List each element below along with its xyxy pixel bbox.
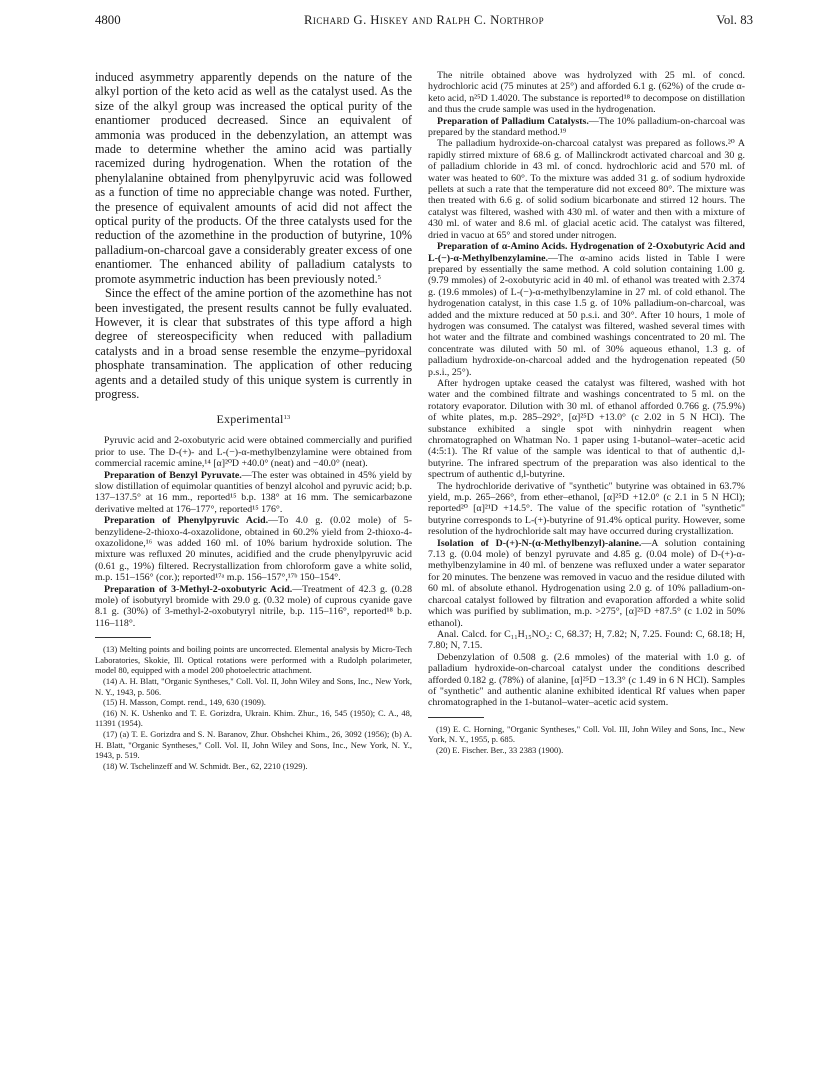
footnotes-right xyxy=(428,724,745,756)
footnote-rule xyxy=(95,637,151,638)
exp-paragraph-palladium-catalysts: Preparation of Palladium Catalysts.—The 10% palladium-on-charcoal was prepared by the standard method.¹⁹ xyxy=(428,115,745,139)
footnote: (13) Melting points and boiling points are uncorrected. Elemental analysis by Micro-Tech Laboratories, Skokie, Ill. Optical rotations were performed with a Rudolph polarimeter, model 80, equipped with a model 200 photoelectric attachment. xyxy=(95,644,412,676)
exp-paragraph-materials: Pyruvic acid and 2-oxobutyric acid were obtained commercially and purified prior to use. The D-(+)- and L-(−)-α-methylbenzylamine were obtained from commercial racemic amine,¹⁴ [α]²⁰D +40.0° (neat) and −40.0° (neat). xyxy=(95,435,412,470)
section-title-experimental: Experimental$^{13}$ xyxy=(216,412,291,427)
footnote: (20) E. Fischer. Ber., 33 2383 (1900). xyxy=(436,744,564,755)
exp-paragraph-hydrogen-uptake: After hydrogen uptake ceased the catalyst was filtered, washed with hot water and the combined filtrate and washings concentrated to 5 ml. on the rotatory evaporator. Dilution with 30 ml. of ethanol afforded 0.766 g. (75.9%) of white plates, m.p. 285–292°, [α]²⁵D +13.0° (c 2.02 in 5 N HCl). The substance exhibited a single spot with ninhydrin reagent when chromatographed on Whatman No. 1 paper using 1-butanol–water–acetic acid (4:5:1). The Rf value of the sample was identical to that of authentic d,l-butyrine. The infrared spectrum of the preparation was also identical to the spectrum of authentic d,l-butyrine. xyxy=(428,377,745,481)
exp-paragraph-hydrochloride: The hydrochloride derivative of "synthetic" butyrine was obtained in 63.7% yield, m.p. 265–266°, from ether–ethanol, [α]²⁵D +12.0° (c 2.1 in 5 N HCl); reported²⁰ [α]²¹D +14.5°. The value of the specific rotation of "synthetic" butyrine corresponds to L-(+)-butyrine of 91.4% optical purity. However, some resolution of the hydrochloride salt may have occurred during crystallization. xyxy=(428,480,745,538)
exp-paragraph-amino-acids: Preparation of α-Amino Acids. Hydrogenation of 2-Oxobutyric Acid and L-(−)-α-Methylbenzylamine.—The α-amino acids listed in Table I were prepared by essentially the same method. A cold solution containing 1.00 g. (9.79 mmoles) of 2-oxobutyric acid in 40 ml. of ethanol was treated with 2.374 g. (19.6 mmoles) of L-(−)-α-methylbenzylamine in 27 ml. of cold ethanol. The hydrogenation catalyst, in this case 1.5 g. of 10% palladium-on-charcoal, was added and the mixture reduced at 50 p.s.i. and 30°. After 10 hours, 1 mole of hydrogen was consumed. The catalyst was filtered, washed several times with hot water and the filtrate and combined washings concentrated to 20 ml. The concentrate was diluted with 50 ml. of 30% aqueous ethanol, 1.3 g. of palladium hydroxide-on-charcoal added and the hydrogenation repeated (50 p.s.i., 25°). xyxy=(428,241,745,378)
left-column xyxy=(95,70,412,771)
exp-paragraph-analysis: Anal. Calcd. for C₁₁H₁₅NO₂: C, 68.37; H, 7.82; N, 7.25. Found: C, 68.18; H, 7.80; N, 7.15. xyxy=(428,628,745,652)
discussion-paragraph-1: induced asymmetry apparently depends on the nature of the alkyl portion of the keto acid as well as the catalyst used. As the size of the alkyl group was increased the optical purity of the enantiomer produced decreased. Since an equivalent of ammonia was produced in the debenzylation, an attempt was made to determine whether the amino acid was partially racemized during hydrogenation. When the rotation of the phenylalanine obtained from phenylpyruvic acid was followed as a function of time no appreciable change was noted. Further, the presence of equivalent amounts of acid did not affect the optical purity of the products. Of the three catalysts used for the reduction of the azomethine in the production of butyrine, 10% palladium-on-charcoal gave a considerably greater excess of one enantiomer. The enhanced ability of palladium catalysts to promote asymmetric induction has been previously noted.$^5$ xyxy=(95,70,412,286)
footnote: (15) H. Masson, Compt. rend., 149, 630 (1909). xyxy=(103,697,266,708)
exp-paragraph-benzyl-pyruvate: Preparation of Benzyl Pyruvate.—The ester was obtained in 45% yield by slow distillation of equimolar quantities of benzyl alcohol and pyruvic acid; b.p. 137–137.5° at 16 mm., reported¹⁵ b.p. 138° at 16 mm. The semicarbazone derivative melted at 176–177°, reported¹⁵ 176°. xyxy=(95,469,412,515)
exp-paragraph-alanine-isolation: Isolation of D-(+)-N-(α-Methylbenzyl)-alanine.—A solution containing 7.13 g. (0.04 mole) of benzyl pyruvate and 4.85 g. (0.04 mole) of D-(+)-α-methylbenzylamine in 40 ml. of benzene was refluxed under a water separator for 20 minutes. The benzene was removed in vacuo and the residue diluted with 60 ml. of absolute ethanol. Hydrogenation using 2.0 g. of 10% palladium-on-charcoal catalyst followed by filtration and evaporation afforded a white solid which was purified by sublimation, m.p. >275°, [α]²⁵D +87.5° (c 1.02 in 50% ethanol). xyxy=(428,537,745,629)
exp-paragraph-methyl-oxobutyric-acid: Preparation of 3-Methyl-2-oxobutyric Acid.—Treatment of 42.3 g. (0.28 mole) of isobutyryl bromide with 29.0 g. (0.32 mole) of cuprous cyanide gave 8.1 g. (30%) of 3-methyl-2-oxobutyryl nitrile, b.p. 115–116°, reported¹⁸ b.p. 116–118°. xyxy=(95,583,413,629)
footnote: (16) N. K. Ushenko and T. E. Gorizdra, Ukrain. Khim. Zhur., 16, 545 (1950); C. A., 48, 11391 (1954). xyxy=(95,707,412,729)
exp-paragraph-phenylpyruvic-acid: Preparation of Phenylpyruvic Acid.—To 4.0 g. (0.02 mole) of 5-benzylidene-2-thioxo-4-oxazolidone, obtained in 60.2% yield from 2-thioxo-4-oxazolidone,¹⁶ was added 160 ml. of 10% barium hydroxide solution. The mixture was refluxed 20 minutes, acidified and the crude phenylpyruvic acid (0.61 g., 19%) filtered. Recrystallization from chloroform gave a white solid, m.p. 151–156° (cor.); reported¹⁷ᵃ m.p. 156–157°,¹⁷ᵇ 150–154°. xyxy=(95,515,412,584)
footnotes-left xyxy=(95,644,412,771)
running-authors: Richard G. Hiskey and Ralph C. Northrop xyxy=(304,13,544,27)
experimental-left xyxy=(95,435,412,629)
right-column xyxy=(428,70,745,756)
running-header xyxy=(95,10,753,32)
discussion-paragraph-2: Since the effect of the amine portion of the azomethine has not been investigated, the present results cannot be fully evaluated. However, it is clear that substrates of this type afford a high degree of stereospecificity when reduced with palladium catalysts and in a broad sense resemble the enzyme–pyridoxal phosphate transamination. The application of other reducing agents and a detailed study of this unique system is currently in progress. xyxy=(95,286,412,401)
footnote: (14) A. H. Blatt, "Organic Syntheses," Coll. Vol. II, John Wiley and Sons, Inc., New York, N. Y., 1943, p. 506. xyxy=(95,676,412,697)
exp-paragraph-nitrile-hydrolysis: The nitrile obtained above was hydrolyzed with 25 ml. of concd. hydrochloric acid (75 minutes at 25°) and afforded 6.1 g. (62%) of the crude α-keto acid, n²⁵D 1.4020. The substance is reported¹⁸ to decompose on distillation and thus the crude sample was used in the hydrogenation. xyxy=(428,70,745,116)
page-number: 4800 xyxy=(95,13,121,27)
volume-label: Vol. 83 xyxy=(716,13,753,27)
footnote: (17) (a) T. E. Gorizdra and S. N. Baranov, Zhur. Obshchei Khim., 26, 3092 (1956); (b) A. H. Blatt, "Organic Syntheses," Coll. Vol. II, John Wiley and Sons, Inc., New York, N. Y., 1943, p. 519. xyxy=(95,729,412,761)
footnote-rule xyxy=(428,717,484,718)
footnote: (18) W. Tschelinzeff and W. Schmidt. Ber., 62, 2210 (1929). xyxy=(103,760,308,771)
exp-paragraph-debenzylation: Debenzylation of 0.508 g. (2.6 mmoles) of the material with 1.0 g. of palladium hydroxide-on-charcoal catalyst under the conditions described afforded 0.182 g. (78%) of alanine, [α]²⁵D −13.3° (c 1.49 in 6 N HCl). Samples of "synthetic" and authentic alanine exhibited identical Rf values when paper chromatographed in the 1-butanol–water–acetic acid system. xyxy=(428,651,745,709)
exp-paragraph-palladium-hydroxide: The palladium hydroxide-on-charcoal catalyst was prepared as follows.²⁰ A rapidly stirred mixture of 68.6 g. of Mallinckrodt activated charcoal and 30 g. of palladium chloride in 43 ml. of concd. hydrochloric acid and 570 ml. of water was heated to 60°. To the mixture was added 31 g. of sodium hydroxide pellets at such a rate that the temperature did not exceed 80°. The mixture was then treated with 6.6 g. of solid sodium bicarbonate and stirred 12 hours. The catalyst was filtered, washed with 430 ml. of water and then with a mixture of 430 ml. of water and 8.6 ml. of glacial acetic acid. The catalyst was filtered, dried in vacuo at 65° and stored under nitrogen. xyxy=(428,138,745,241)
footnote: (19) E. C. Horning, "Organic Syntheses," Coll. Vol. III, John Wiley and Sons, Inc., New York, N. Y., 1955, p. 685. xyxy=(428,723,745,745)
